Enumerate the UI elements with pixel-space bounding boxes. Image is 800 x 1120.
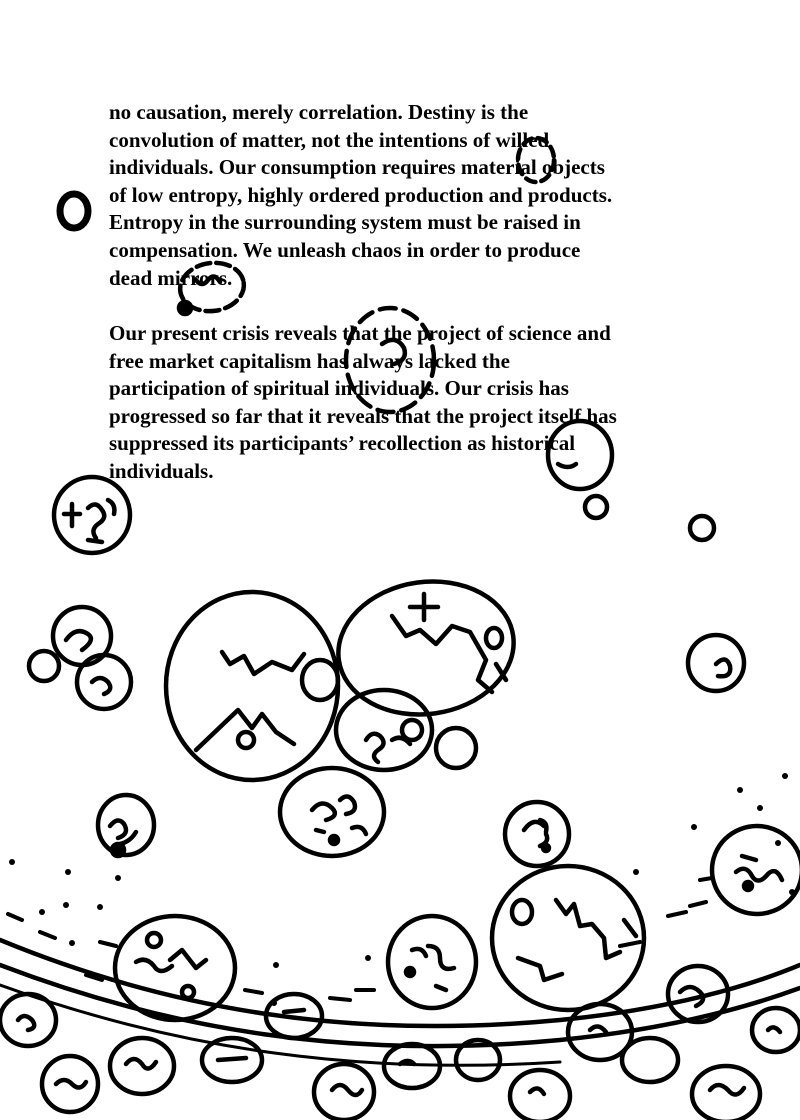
text-line: progressed so far that it reveals that the project itself has [109, 403, 617, 428]
text-line: Entropy in the surrounding system must be raised in [109, 210, 581, 235]
text-line: convolution of matter, not the intentions of willed [109, 127, 550, 152]
text-line: no causation, merely correlation. Destiny is the [109, 100, 529, 124]
central-cluster [166, 570, 522, 856]
text-line: free market capitalism has always lacked the [109, 348, 510, 373]
paragraph-2 [109, 320, 709, 486]
text-line: suppressed its participants’ recollection as historical [109, 431, 576, 456]
text-line: of low entropy, highly ordered production and products. [109, 182, 613, 207]
bottom-row-bubbles [0, 994, 800, 1120]
paragraph-1 [109, 99, 709, 292]
text-line: Our present crisis reveals that the project of science and [109, 321, 611, 345]
text-line: individuals. [109, 458, 214, 483]
right-bubbles [492, 635, 800, 1010]
text-line: dead mirrors. [109, 265, 233, 290]
text-line: participation of spiritual individuals. Our crisis has [109, 376, 569, 401]
left-bubbles [29, 477, 154, 856]
text-line: compensation. We unleash chaos in order to produce [109, 237, 581, 262]
text-line: individuals. Our consumption requires material objects [109, 155, 605, 180]
